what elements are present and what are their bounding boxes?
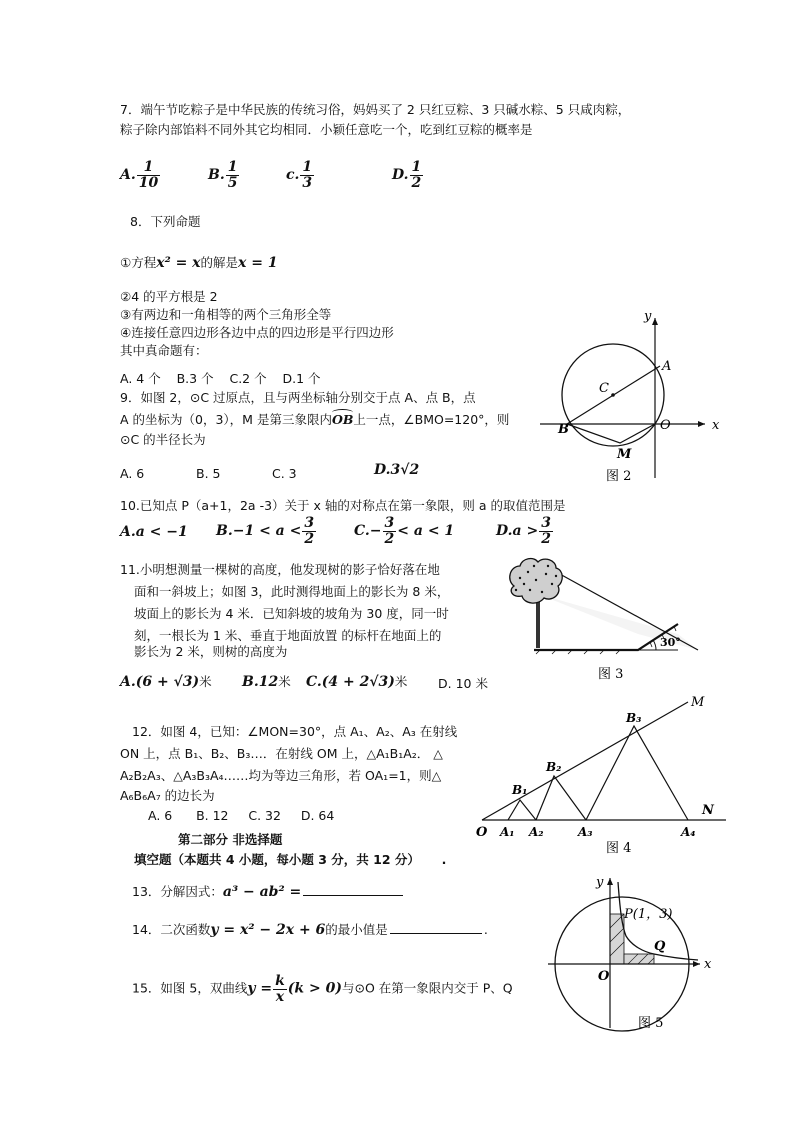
arc-ob: OB [332,412,353,427]
fig4-triangle-2 [536,776,586,820]
q12-options: A. 6 B. 12 C. 32 D. 64 [148,808,335,823]
q9-option-c: C. 3 [272,466,297,481]
q11-option-a: A.(6 + √3)米 [120,674,212,690]
fig3-caption: 图 3 [598,667,624,682]
q11-option-c: C.(4 + 2√3)米 [306,674,408,690]
fig4-label-n: N [702,803,714,818]
fig5-label-o: O [598,969,610,984]
fig4-label-b1: B₁ [512,783,528,797]
q12-line1: 12．如图 4，已知：∠MON=30°，点 A₁、A₂、A₃ 在射线 [132,724,458,739]
q7-option-b: B. $\frac{1}{5}$ [208,159,238,191]
fill-in-heading: 填空题（本题共 4 小题，每小题 3 分，共 12 分） . [134,852,447,867]
q10-option-a: A.a < −1 [120,524,188,540]
fig4-triangle-3 [586,726,688,820]
fig2-label-a: A [662,359,672,374]
q9-option-a: A. 6 [120,466,145,481]
q8-item2: ②4 的平方根是 2 [120,289,218,304]
q9-option-d: D.3√2 [374,462,420,478]
fig2-label-b: B [558,422,569,437]
fig5-caption: 图 5 [638,1016,664,1031]
q13: 13．分解因式：a³ − ab² = [132,882,403,900]
q7-option-d: D. $\frac{1}{2}$ [392,159,422,191]
figure-4 [470,696,730,856]
q9-line1: 9．如图 2，⊙C 过原点，且与两坐标轴分别交于点 A、点 B，点 [120,390,476,405]
fig2-x-arrow-icon [698,421,705,427]
part2-heading: 第二部分 非选择题 [178,832,283,847]
q7-line1: 7．端午节吃粽子是中华民族的传统习俗，妈妈买了 2 只红豆粽、3 只碱水粽、5 只咸肉粽， [120,102,631,117]
fig5-label-x: x [704,957,712,972]
q11-line3: 坡面上的影长为 4 米．已知斜坡的坡角为 30 度，同一时 [134,606,449,621]
figure-5 [548,870,718,1035]
fig3-tree-icon [510,559,563,648]
q8-item3: ③有两边和一角相等的两个三角形全等 [120,307,332,322]
fig2-label-x: x [712,418,720,433]
fig2-label-o: O [660,418,671,433]
fig4-label-b3: B₃ [626,711,642,725]
fig4-label-a4: A₄ [681,825,696,839]
fig5-label-p: P(1，3) [624,907,673,922]
fig4-ray-om [482,702,688,820]
fig4-label-a3: A₃ [578,825,593,839]
q8-ask: 其中真命题有： [120,343,208,358]
q11-line5: 影长为 2 米，则树的高度为 [134,644,288,659]
fig4-caption: 图 4 [606,841,632,856]
fig4-label-a2: A₂ [529,825,544,839]
q11-line2: 面和一斜坡上；如图 3，此时测得地面上的影长为 8 米， [134,584,450,599]
q12-line4: A₆B₆A₇ 的边长为 [120,788,215,803]
q10-option-d: D.a > $\frac{3}{2}$ [496,515,551,547]
q8-item4: ④连接任意四边形各边中点的四边形是平行四边形 [120,325,394,340]
fig4-label-o: O [476,825,488,840]
q9-line3: ⊙C 的半径长为 [120,432,206,447]
fig4-label-m: M [691,696,705,710]
fig2-label-m: M [617,447,632,462]
q15: 15．如图 5，双曲线y = $\frac{k}{x}$ (k > 0)与⊙O 在第一象限内交于 P、Q [132,973,513,1005]
q14-answer-blank[interactable] [390,933,482,934]
q14: 14．二次函数y = x² − 2x + 6的最小值是 . [132,922,488,938]
fig3-angle-arc [653,640,656,650]
q11-line1: 11.小明想测量一棵树的高度，他发现树的影子恰好落在地 [120,562,440,577]
fig2-label-y: y [644,309,652,324]
q12-line3: A₂B₂A₃、△A₃B₃A₄……均为等边三角形，若 OA₁=1，则△ [120,768,442,783]
fig4-label-b2: B₂ [546,760,562,774]
fig4-label-a1: A₁ [500,825,515,839]
fig2-center-dot [611,393,615,397]
q10-option-c: C.− $\frac{3}{2}$ < a < 1 [354,515,455,547]
q8-item1: ①方程x² = x的解是x = 1 [120,255,278,271]
q11-line4: 刻，一根长为 1 米、垂直于地面放置 的标杆在地面上的 [134,628,442,643]
q11-option-b: B.12米 [242,674,291,690]
q7-option-a: A. $\frac{1}{10}$ [120,159,159,191]
q12-line2: ON 上，点 B₁、B₂、B₃…．在射线 OM 上，△A₁B₁A₂． △ [120,746,443,761]
q10-stem: 10.已知点 P（a+1，2a -3）关于 x 轴的对称点在第一象限，则 a 的取值范围是 [120,498,566,513]
q8-options: A. 4 个 B.3 个 C.2 个 D.1 个 [120,371,321,386]
figure-3 [500,550,715,685]
q9-line2: A 的坐标为（0，3），M 是第三象限内 OB上一点，∠BMO=120°，则 [120,410,509,428]
fig2-y-arrow-icon [652,318,658,325]
q9-option-b: B. 5 [196,466,221,481]
fig5-label-q: Q [654,939,666,954]
q10-option-b: B.−1 < a < $\frac{3}{2}$ [216,515,315,547]
fig2-caption: 图 2 [606,469,632,484]
fig2-label-c: C [599,381,609,396]
fig5-x-arrow-icon [693,961,700,967]
fig5-label-y: y [596,875,604,890]
q11-option-d: D. 10 米 [438,676,488,691]
q7-option-c: c. $\frac{1}{3}$ [286,159,313,191]
figure-2 [540,300,730,490]
fig5-y-arrow-icon [607,878,613,885]
q8-title: 8．下列命题 [130,214,201,229]
q13-answer-blank[interactable] [303,895,403,896]
q7-line2: 粽子除内部馅料不同外其它均相同．小颖任意吃一个，吃到红豆粽的概率是 [120,122,533,137]
fig3-angle-label: 30° [660,636,681,649]
